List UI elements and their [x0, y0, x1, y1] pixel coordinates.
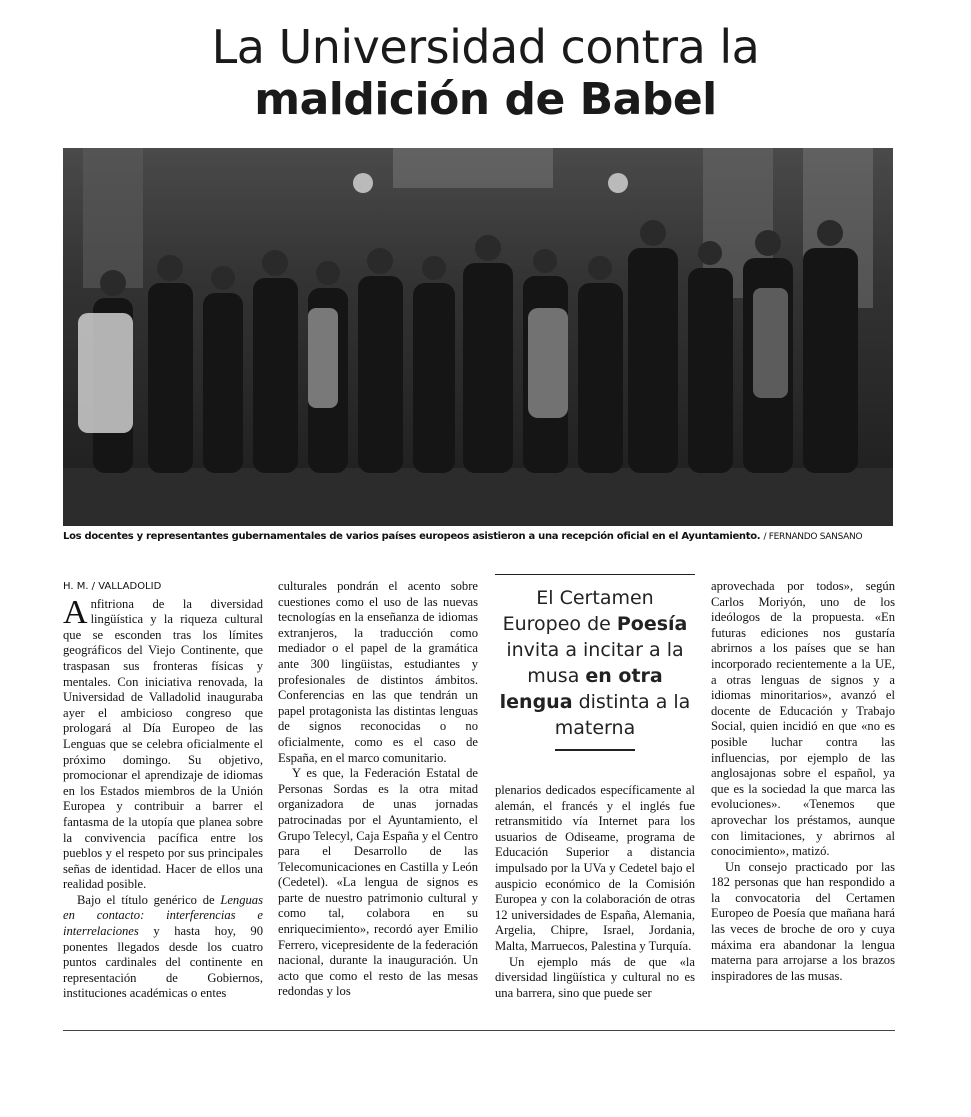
bottom-divider	[63, 1030, 895, 1031]
paragraph-text: nfitriona de la diversidad lingüística y la riqueza cultural que se esconden tras los límites geográficos del Viejo Continente, que traspasan sus fronteras físicas y mentales. Con iniciativa renovada, la Universidad de Valladolid inauguraba ayer el ambicioso congreso que prologará al Día Europeo de las Lenguas que se celebra oficialmente el próximo domingo. Su objetivo, promocionar el aprendizaje de idiomas en los Estados miembros de la Unión Europea y contribuir a barrer el fantasma de la utopía que planea sobre la convivencia pacífica entre los pueblos y el respeto por sus principales señas de identidad. Hacer de ellos una realidad posible.	[63, 596, 263, 892]
pull-quote-text: El Certamen Europeo de	[502, 587, 654, 635]
pull-quote-text: distinta a la materna	[554, 691, 691, 739]
article-paragraph	[63, 893, 263, 1002]
photo-caption-text: Los docentes y representantes gubernamentales de varios países europeos asistieron a una recepción oficial en el Ayuntamiento.	[63, 531, 761, 542]
pull-quote-bold: en otra lengua	[499, 665, 663, 713]
article-paragraph: culturales pondrán el acento sobre cuestiones como el uso de las nuevas tecnologías en la enseñanza de idiomas extranjeros, la traducción como mediador o el papel de la gramática ante 300 lingüistas, estudiantes y profesionales de distintos ámbitos. Conferencias en las que tendrán un papel protagonista las distintas lenguas de signos reconocidas o no oficialmente, como es el caso de España, en el marco comunitario.	[278, 579, 478, 765]
article-column-4	[711, 579, 895, 984]
article-paragraph: plenarios dedicados específicamente al alemán, el francés y el inglés fue retransmitido vía Internet para los usuarios de Odiseame, programa de Educación Superior a distancia impulsado por la UVa y Cedetel bajo el auspicio económico de la Comisión Europea y con la colaboración de otras 12 universidades de España, Alemania, Argelia, Chipre, Israel, Jordania, Malta, Marruecos, Palestina y Turquía.	[495, 783, 695, 953]
paragraph-text: Bajo el título genérico de	[77, 892, 221, 907]
article-paragraph: Y es que, la Federación Estatal de Personas Sordas es la otra mitad organizadora de unas jornadas patrocinadas por el Ayuntamiento, el Grupo Telecyl, Caja España y el Centro para el Desarrollo de las Telecomunicaciones en Castilla y León (Cedetel). «La lengua de signos es parte de nuestro patrimonio cultural y como tal, colabora en su enriquecimiento», recordó ayer Emilio Ferrero, vicepresidente de la federación nacional, durante la inauguración. Un acto que como el resto de las mesas redondas y los	[278, 766, 478, 999]
article-paragraph: Un ejemplo más de que «la diversidad lingüística y cultural no es una barrera, sino que puede ser	[495, 954, 695, 1000]
article-paragraph	[63, 593, 263, 893]
byline: H. M. / VALLADOLID	[63, 581, 162, 592]
group-photo-illustration	[63, 148, 893, 526]
drop-cap: A	[63, 593, 88, 631]
paragraph-text: y hasta hoy, 90 ponentes llegados desde los cuatro puntos cardinales del continente en representación de Gobiernos, instituciones académicas o entes	[63, 924, 263, 1001]
group-photo	[63, 148, 893, 526]
article-paragraph: aprovechada por todos», según Carlos Moriyón, uno de los ideólogos de la propuesta. «En futuras ediciones nos gustaría abrirnos a los países que se han incorporado recientemente a la UE, a otras lenguas de signos y a idiomas minoritarios», avanzó el docente de Educación y Trabajo Social, quien incidió en que «no es posible luchar contra las influencias, por ejemplo de las anglosajonas sobre el español, ya que es la sociedad la que marca las evoluciones». «Tenemos que aprovechar los préstamos, aunque con limitaciones, y abrirnos al conocimiento», matizó.	[711, 579, 895, 859]
pull-quote-text: invita a incitar a la musa	[506, 639, 684, 687]
congress-title: Lenguas en contacto: interferencias e interrelaciones	[63, 892, 263, 939]
article-column-1	[63, 579, 263, 1002]
article-column-2	[278, 579, 478, 1000]
photo-credit: / FERNANDO SANSANO	[763, 532, 863, 542]
headline-line-1: La Universidad contra la	[211, 20, 760, 74]
pull-quote-rule	[555, 749, 635, 751]
pull-quote-bold: Poesía	[616, 613, 688, 635]
headline-line-2: maldición de Babel	[254, 74, 717, 125]
article-column-3	[495, 783, 695, 1001]
photo-caption	[63, 531, 893, 542]
article-paragraph: Un consejo practicado por las 182 personas que han respondido a la convocatoria del Certamen Europeo de Poesía que mañana hará las veces de broche de oro y cuya máxima era abandonar la lengua materna para arrojarse a los brazos inspiradores de las musas.	[711, 859, 895, 983]
pull-quote	[495, 574, 695, 751]
